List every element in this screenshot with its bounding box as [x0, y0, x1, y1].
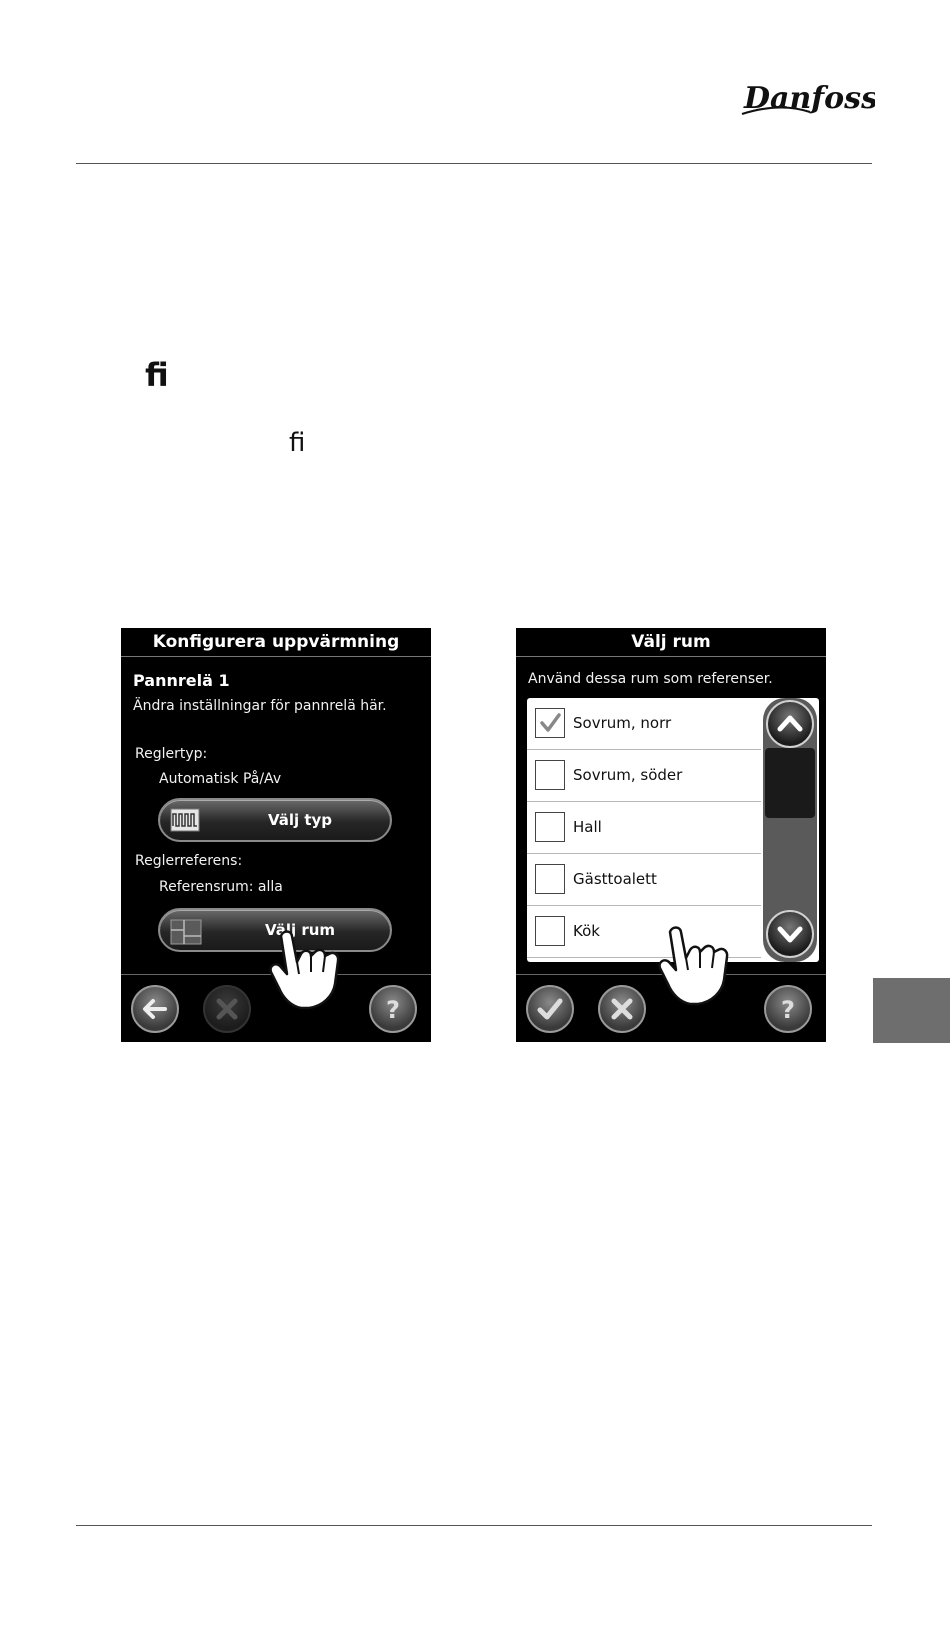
room-row[interactable]	[527, 750, 761, 802]
signal-wave-icon	[170, 808, 200, 832]
cancel-button[interactable]	[203, 985, 251, 1033]
help-button[interactable]	[369, 985, 417, 1033]
scrollbar-thumb[interactable]	[765, 748, 815, 818]
control-type-value: Automatisk På/Av	[159, 771, 282, 787]
floorplan-icon	[170, 918, 200, 942]
room-label: Gästtoalett	[573, 870, 657, 888]
question-mark-icon	[371, 987, 415, 1031]
scroll-down-button[interactable]	[766, 910, 814, 958]
checkmark-icon	[537, 710, 563, 736]
room-list	[527, 698, 819, 962]
room-label: Sovrum, norr	[573, 714, 672, 732]
room-checkbox[interactable]	[535, 760, 565, 790]
svg-text:?: ?	[781, 996, 795, 1024]
confirm-button[interactable]	[526, 985, 574, 1033]
screen-title: Konfigurera uppvärmning	[121, 628, 431, 657]
svg-text:?: ?	[386, 996, 400, 1024]
room-checkbox[interactable]	[535, 864, 565, 894]
screen-title: Välj rum	[516, 628, 826, 657]
chevron-down-icon	[768, 912, 812, 956]
room-label: Hall	[573, 818, 602, 836]
choose-room-label: Välj rum	[264, 921, 336, 939]
control-reference-value: Referensrum: alla	[159, 879, 283, 895]
room-checkbox[interactable]	[535, 812, 565, 842]
room-label: Sovrum, söder	[573, 766, 683, 784]
pointing-hand-icon	[261, 928, 357, 1014]
instruction-text: Använd dessa rum som referenser.	[528, 671, 773, 687]
relay-heading: Pannrelä 1	[133, 671, 230, 690]
room-label: Kök	[573, 922, 600, 940]
ligature-glyph: ﬁ	[145, 356, 169, 394]
list-scrollbar[interactable]	[763, 698, 817, 962]
choose-type-button[interactable]	[158, 798, 392, 842]
ligature-glyph: ﬁ	[289, 428, 306, 458]
close-x-icon	[205, 987, 249, 1031]
back-button[interactable]	[131, 985, 179, 1033]
room-checkbox[interactable]	[535, 916, 565, 946]
cancel-button[interactable]	[598, 985, 646, 1033]
close-x-icon	[600, 987, 644, 1031]
chevron-up-icon	[768, 702, 812, 746]
checkmark-icon	[528, 987, 572, 1031]
section-tab-marker	[873, 978, 950, 1043]
configure-heating-screen	[121, 628, 431, 1042]
help-button[interactable]	[764, 985, 812, 1033]
header-rule	[76, 163, 872, 164]
control-reference-label: Reglerreferens:	[135, 853, 243, 869]
control-type-label: Reglertyp:	[135, 746, 208, 762]
question-mark-icon	[766, 987, 810, 1031]
pointing-hand-icon	[650, 924, 746, 1010]
choose-room-screen	[516, 628, 826, 1042]
danfoss-logo	[740, 72, 875, 122]
footer-rule	[76, 1525, 872, 1526]
room-row[interactable]	[527, 854, 761, 906]
choose-type-label: Välj typ	[267, 811, 333, 829]
room-checkbox[interactable]	[535, 708, 565, 738]
relay-description: Ändra inställningar för pannrelä här.	[133, 698, 387, 714]
room-row[interactable]	[527, 698, 761, 750]
svg-text:Danfoss: Danfoss	[744, 81, 875, 116]
scroll-up-button[interactable]	[766, 700, 814, 748]
back-arrow-icon	[133, 987, 177, 1031]
room-row[interactable]	[527, 802, 761, 854]
